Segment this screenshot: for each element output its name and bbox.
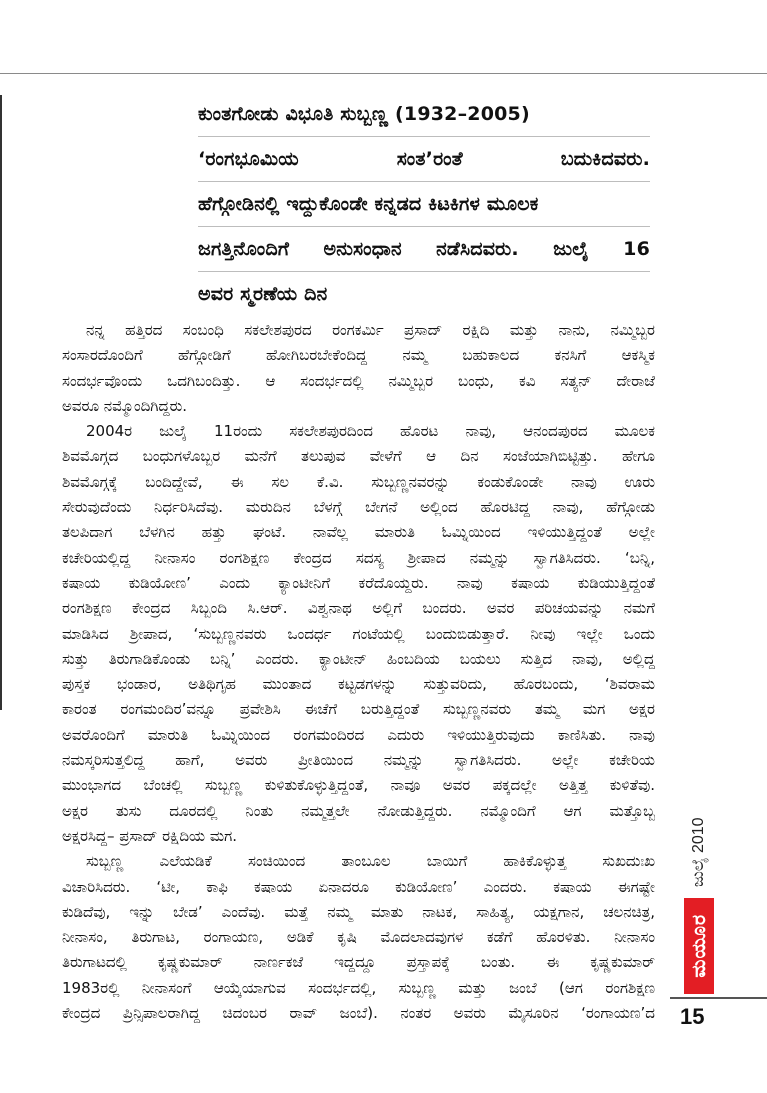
body-line: ಸೇರುವುದೆಂದು ನಿರ್ಧರಿಸಿದೆವು. ಮರುದಿನ ಬೆಳಗ್ಗೆ ಬೇಗನೆ ಅಲ್ಲಿಂದ ಹೊರಟಿದ್ದ ನಾವು, ಹೆಗ್ಗೋಡು — [62, 498, 655, 517]
article-intro — [198, 92, 650, 316]
body-line: ತಲಪಿದಾಗ ಬೆಳಗಿನ ಹತ್ತು ಘಂಟೆ. ನಾವೆಲ್ಲ ಮಾರುತಿ ಓಮ್ನಿಯಿಂದ ಇಳಿಯುತ್ತಿದ್ದಂತೆ ಅಲ್ಲೇ — [62, 523, 655, 542]
body-line: ಕಚೇರಿಯಲ್ಲಿದ್ದ ನೀನಾಸಂ ರಂಗಶಿಕ್ಷಣ ಕೇಂದ್ರದ ಸದಸ್ಯ ಶ್ರೀಪಾದ ನಮ್ಮನ್ನು ಸ್ವಾಗತಿಸಿದರು. ‘ಬನ್ನಿ, — [62, 548, 655, 567]
body-line: ಶಿವಮೊಗ್ಗಕ್ಕೆ ಬಂದಿದ್ದೇವೆ, ಈ ಸಲ ಕೆ.ವಿ. ಸುಬ್ಬಣ್ಣನವರನ್ನು ಕಂಡುಕೊಂಡೇ ನಾವು ಊರು — [62, 472, 655, 491]
intro-line: ಜಗತ್ತಿನೊಂದಿಗೆ ಅನುಸಂಧಾನ ನಡೆಸಿದವರು. ಜುಲೈ 16 — [198, 227, 650, 272]
intro-line: ಕುಂತಗೋಡು ವಿಭೂತಿ ಸುಬ್ಬಣ್ಣ (1932–2005) — [198, 92, 650, 137]
page-number: 15 — [680, 1004, 705, 1029]
body-line: ವಿಚಾರಿಸಿದರು. ‘ಟೀ, ಕಾಫಿ ಕಷಾಯ ಏನಾದರೂ ಕುಡಿಯೋಣ’ ಎಂದರು. ಕಷಾಯ ಈಗಷ್ಟೇ — [62, 877, 655, 896]
body-line: ತಿರುಗಾಟದಲ್ಲಿ ಕೃಷ್ಣಕುಮಾರ್ ನಾರ್ಣಕಜೆ ಇದ್ದದ್ದೂ ಪ್ರಸ್ತಾಪಕ್ಕೆ ಬಂತು. ಈ ಕೃಷ್ಣಕುಮಾರ್ — [62, 953, 655, 972]
body-line: ಕುಡಿದೆವು, ಇನ್ನು ಬೇಡ’ ಎಂದೆವು. ಮತ್ತೆ ನಮ್ಮ ಮಾತು ನಾಟಕ, ಸಾಹಿತ್ಯ, ಯಕ್ಷಗಾನ, ಚಲನಚಿತ್ರ, — [62, 902, 655, 921]
body-line: ಮಾಡಿಸಿದ ಶ್ರೀಪಾದ, ‘ಸುಬ್ಬಣ್ಣನವರು ಒಂದರ್ಧ ಗಂಟೆಯಲ್ಲಿ ಬಂದುಬಿಡುತ್ತಾರೆ. ನೀವು ಇಲ್ಲೇ ಒಂದು — [62, 624, 655, 643]
issue-date: ಜುಲೈ 2010 — [690, 817, 707, 887]
left-edge-bar — [0, 95, 2, 710]
body-line: ನಮಸ್ಕರಿಸುತ್ತಲಿದ್ದ ಹಾಗೆ, ಅವರು ಪ್ರೀತಿಯಿಂದ ನಮ್ಮನ್ನು ಸ್ವಾಗತಿಸಿದರು. ಅಲ್ಲೇ ಕಚೇರಿಯ — [62, 751, 655, 770]
intro-line: ಹೆಗ್ಗೋಡಿನಲ್ಲಿ ಇದ್ದುಕೊಂಡೇ ಕನ್ನಡದ ಕಿಟಕಿಗಳ ಮೂಲಕ — [198, 182, 650, 227]
body-line: ನನ್ನ ಹತ್ತಿರದ ಸಂಬಂಧಿ ಸಕಲೇಶಪುರದ ರಂಗಕರ್ಮಿ ಪ್ರಸಾದ್ ರಕ್ಷಿದಿ ಮತ್ತು ನಾನು, ನಮ್ಮಿಬ್ಬರ — [86, 321, 655, 339]
body-line: ಸುಬ್ಬಣ್ಣ ಎಲೆಯಡಿಕೆ ಸಂಚಿಯಿಂದ ತಾಂಬೂಲ ಬಾಯಿಗೆ ಹಾಕಿಕೊಳ್ಳುತ್ತ ಸುಖದುಃಖ — [86, 852, 655, 871]
body-line: ಅವರೂ ನಮ್ಮೊಂದಿಗಿದ್ದರು. — [62, 396, 188, 415]
body-line: ಅವರೊಂದಿಗೆ ಮಾರುತಿ ಓಮ್ನಿಯಿಂದ ರಂಗಮಂದಿರದ ಎದುರು ಇಳಿಯುತ್ತಿರುವುದು ಕಾಣಿಸಿತು. ನಾವು — [62, 725, 655, 744]
body-line: ನೀನಾಸಂ, ತಿರುಗಾಟ, ರಂಗಾಯಣ, ಅಡಿಕೆ ಕೃಷಿ ಮೊದಲಾದವುಗಳ ಕಡೆಗೆ ಹೊರಳಿತು. ನೀನಾಸಂ — [62, 928, 655, 947]
body-line: 2004ರ ಜುಲೈ 11ರಂದು ಸಕಲೇಶಪುರದಿಂದ ಹೊರಟ ನಾವು, ಆನಂದಪುರದ ಮೂಲಕ — [86, 422, 655, 441]
footer-rule — [670, 997, 767, 999]
body-line: ಸಂಸಾರದೊಂದಿಗೆ ಹೆಗ್ಗೋಡಿಗೆ ಹೋಗಿಬರಬೇಕೆಂದಿದ್ದ ನಮ್ಮ ಬಹುಕಾಲದ ಕನಸಿಗೆ ಆಕಸ್ಮಿಕ — [62, 346, 655, 365]
logo-text: ಮಯೂರ — [688, 914, 710, 978]
body-line: 1983ರಲ್ಲಿ ನೀನಾಸಂಗೆ ಆಯ್ಕೆಯಾಗುವ ಸಂದರ್ಭದಲ್ಲಿ, ಸುಬ್ಬಣ್ಣ ಮತ್ತು ಜಂಬೆ (ಆಗ ರಂಗಶಿಕ್ಷಣ — [62, 978, 655, 997]
body-line: ಕೇಂದ್ರದ ಪ್ರಿನ್ಸಿಪಾಲರಾಗಿದ್ದ ಚಿದಂಬರ ರಾವ್ ಜಂಬೆ). ನಂತರ ಅವರು ಮೈಸೂರಿನ ‘ರಂಗಾಯಣ’ದ — [62, 1004, 655, 1023]
intro-line: ಅವರ ಸ್ಮರಣೆಯ ದಿನ — [198, 283, 328, 305]
top-rule — [0, 73, 767, 74]
body-line: ಕಷಾಯ ಕುಡಿಯೋಣ’ ಎಂದು ಕ್ಯಾಂಟೀನಿಗೆ ಕರೆದೊಯ್ದರು. ನಾವು ಕಷಾಯ ಕುಡಿಯುತ್ತಿದ್ದಂತೆ — [62, 573, 655, 592]
body-line: ಪುಸ್ತಕ ಭಂಡಾರ, ಅತಿಥಿಗೃಹ ಮುಂತಾದ ಕಟ್ಟಡಗಳನ್ನು ಸುತ್ತುವರಿದು, ಹೊರಬಂದು, ‘ಶಿವರಾಮ — [62, 675, 655, 694]
body-line: ಸಂದರ್ಭವೊಂದು ಒದಗಿಬಂದಿತ್ತು. ಆ ಸಂದರ್ಭದಲ್ಲಿ ನಮ್ಮಿಬ್ಬರ ಬಂಧು, ಕವಿ ಸತ್ಯನ್ ದೇರಾಜೆ — [62, 371, 655, 390]
body-line: ಸುತ್ತು ತಿರುಗಾಡಿಕೊಂಡು ಬನ್ನಿ’ ಎಂದರು. ಕ್ಯಾಂಟೀನ್ ಹಿಂಬದಿಯ ಬಯಲು ಸುತ್ತಿದ ನಾವು, ಅಲ್ಲಿದ್ದ — [62, 649, 655, 668]
body-line: ಅಕ್ಷರಸಿದ್ದ– ಪ್ರಸಾದ್ ರಕ್ಷಿದಿಯ ಮಗ. — [62, 826, 238, 845]
body-line: ರಂಗಶಿಕ್ಷಣ ಕೇಂದ್ರದ ಸಿಬ್ಬಂದಿ ಸಿ.ಆರ್. ವಿಶ್ವನಾಥ ಅಲ್ಲಿಗೆ ಬಂದರು. ಅವರ ಪರಿಚಯವನ್ನು ನಮಗೆ — [62, 599, 655, 618]
body-line: ಅಕ್ಷರ ತುಸು ದೂರದಲ್ಲಿ ನಿಂತು ನಮ್ಮತ್ತಲೇ ನೋಡುತ್ತಿದ್ದರು. ನಮ್ಮೊಂದಿಗೆ ಆಗ ಮತ್ತೊಬ್ಬ — [62, 801, 655, 820]
intro-line: ‘ರಂಗಭೂಮಿಯ ಸಂತ’ರಂತೆ ಬದುಕಿದವರು. — [198, 137, 650, 182]
magazine-logo — [684, 898, 714, 994]
body-line: ಕಾರಂತ ರಂಗಮಂದಿರ’ವನ್ನೂ ಪ್ರವೇಶಿಸಿ ಈಚೆಗೆ ಬರುತ್ತಿದ್ದಂತೆ ಸುಬ್ಬಣ್ಣನವರು ತಮ್ಮ ಮಗ ಅಕ್ಷರ — [62, 700, 655, 719]
body-line: ಶಿವಮೊಗ್ಗದ ಬಂಧುಗಳೊಬ್ಬರ ಮನೆಗೆ ತಲುಪುವ ವೇಳೆಗೆ ಆ ದಿನ ಸಂಜೆಯಾಗಿಬಿಟ್ಟಿತ್ತು. ಹೇಗೂ — [62, 447, 655, 466]
body-line: ಮುಂಭಾಗದ ಬೆಂಚಲ್ಲಿ ಸುಬ್ಬಣ್ಣ ಕುಳಿತುಕೊಳ್ಳುತ್ತಿದ್ದಂತೆ, ನಾವೂ ಅವರ ಪಕ್ಕದಲ್ಲೇ ಅತ್ತಿತ್ತ ಕುಳಿತೆವು. — [62, 776, 655, 795]
article-body — [62, 318, 655, 1026]
